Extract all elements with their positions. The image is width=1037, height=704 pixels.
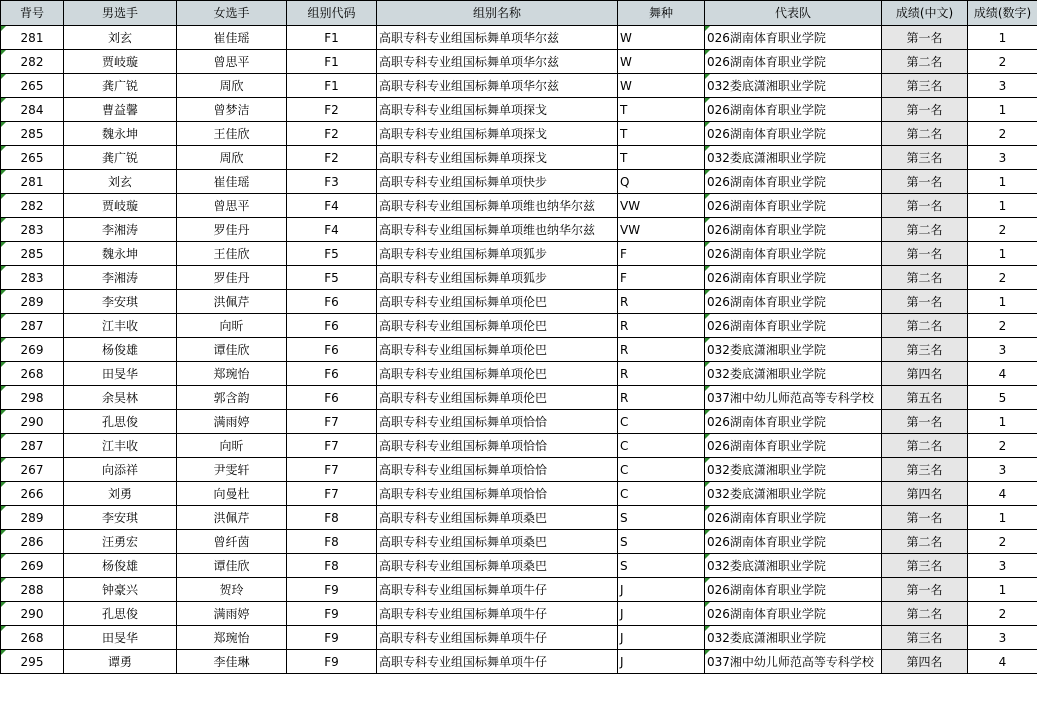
table-row [1, 650, 1037, 674]
cell-rank-num[interactable]: 4 [968, 650, 1037, 674]
cell-male[interactable]: 魏永坤 [64, 122, 177, 146]
table-row [1, 554, 1037, 578]
cell-group-name[interactable]: 高职专科专业组国标舞单项维也纳华尔兹 [377, 194, 618, 218]
cell-rank-cn[interactable]: 第三名 [882, 554, 968, 578]
cell-group-name[interactable]: 高职专科专业组国标舞单项恰恰 [377, 410, 618, 434]
cell-rank-num[interactable]: 1 [968, 410, 1037, 434]
cell-female[interactable]: 向曼杜 [177, 482, 287, 506]
cell-rank-cn[interactable]: 第一名 [882, 578, 968, 602]
cell-bib[interactable]: 290 [1, 602, 64, 626]
header-team[interactable]: 代表队 [705, 1, 882, 26]
cell-dance[interactable]: S [618, 530, 705, 554]
cell-rank-cn[interactable]: 第二名 [882, 602, 968, 626]
cell-male[interactable]: 田旻华 [64, 362, 177, 386]
cell-rank-num[interactable]: 3 [968, 626, 1037, 650]
cell-male[interactable]: 刘玄 [64, 170, 177, 194]
cell-group-name[interactable]: 高职专科专业组国标舞单项伦巴 [377, 362, 618, 386]
cell-female[interactable]: 曾纤茵 [177, 530, 287, 554]
cell-group-code[interactable]: F8 [287, 554, 377, 578]
cell-rank-cn[interactable]: 第三名 [882, 338, 968, 362]
cell-bib[interactable]: 286 [1, 530, 64, 554]
table-body [1, 26, 1037, 674]
cell-male[interactable]: 田旻华 [64, 626, 177, 650]
cell-team[interactable]: 026湖南体育职业学院 [705, 506, 882, 530]
table-row [1, 50, 1037, 74]
cell-team[interactable]: 026湖南体育职业学院 [705, 602, 882, 626]
cell-group-code[interactable]: F9 [287, 626, 377, 650]
cell-female[interactable]: 王佳欣 [177, 242, 287, 266]
cell-rank-cn[interactable]: 第二名 [882, 50, 968, 74]
cell-group-name[interactable]: 高职专科专业组国标舞单项伦巴 [377, 290, 618, 314]
cell-dance[interactable]: R [618, 338, 705, 362]
cell-male[interactable]: 向添祥 [64, 458, 177, 482]
cell-group-name[interactable]: 高职专科专业组国标舞单项伦巴 [377, 314, 618, 338]
table-row [1, 242, 1037, 266]
cell-dance[interactable]: J [618, 578, 705, 602]
cell-rank-cn[interactable]: 第四名 [882, 650, 968, 674]
cell-bib[interactable]: 285 [1, 242, 64, 266]
cell-group-name[interactable]: 高职专科专业组国标舞单项牛仔 [377, 626, 618, 650]
cell-group-name[interactable]: 高职专科专业组国标舞单项桑巴 [377, 506, 618, 530]
table-row [1, 506, 1037, 530]
header-male[interactable]: 男选手 [64, 1, 177, 26]
cell-bib[interactable]: 266 [1, 482, 64, 506]
cell-group-name[interactable]: 高职专科专业组国标舞单项狐步 [377, 242, 618, 266]
cell-group-name[interactable]: 高职专科专业组国标舞单项狐步 [377, 266, 618, 290]
cell-male[interactable]: 杨俊雄 [64, 554, 177, 578]
cell-bib[interactable]: 283 [1, 218, 64, 242]
cell-rank-cn[interactable]: 第二名 [882, 530, 968, 554]
cell-dance[interactable]: C [618, 458, 705, 482]
cell-dance[interactable]: J [618, 650, 705, 674]
cell-group-code[interactable]: F8 [287, 530, 377, 554]
header-rank-num[interactable]: 成绩(数字) [968, 1, 1037, 26]
cell-bib[interactable]: 289 [1, 506, 64, 530]
cell-female[interactable]: 洪佩芹 [177, 506, 287, 530]
cell-group-code[interactable]: F8 [287, 506, 377, 530]
cell-male[interactable]: 龚广锐 [64, 74, 177, 98]
cell-rank-cn[interactable]: 第三名 [882, 74, 968, 98]
cell-group-name[interactable]: 高职专科专业组国标舞单项华尔兹 [377, 74, 618, 98]
table-row [1, 386, 1037, 410]
cell-team[interactable]: 032娄底潇湘职业学院 [705, 482, 882, 506]
table-row [1, 530, 1037, 554]
cell-group-name[interactable]: 高职专科专业组国标舞单项牛仔 [377, 578, 618, 602]
cell-rank-num[interactable]: 2 [968, 314, 1037, 338]
cell-female[interactable]: 崔佳瑶 [177, 26, 287, 50]
cell-rank-num[interactable]: 1 [968, 242, 1037, 266]
table-row [1, 626, 1037, 650]
cell-group-code[interactable]: F5 [287, 266, 377, 290]
table-row [1, 122, 1037, 146]
cell-team[interactable]: 032娄底潇湘职业学院 [705, 338, 882, 362]
cell-group-name[interactable]: 高职专科专业组国标舞单项华尔兹 [377, 50, 618, 74]
cell-bib[interactable]: 298 [1, 386, 64, 410]
cell-group-code[interactable]: F1 [287, 26, 377, 50]
cell-group-name[interactable]: 高职专科专业组国标舞单项恰恰 [377, 458, 618, 482]
cell-dance[interactable]: W [618, 26, 705, 50]
cell-rank-cn[interactable]: 第四名 [882, 482, 968, 506]
cell-rank-num[interactable]: 1 [968, 578, 1037, 602]
cell-group-name[interactable]: 高职专科专业组国标舞单项牛仔 [377, 602, 618, 626]
cell-male[interactable]: 李湘涛 [64, 218, 177, 242]
cell-rank-cn[interactable]: 第二名 [882, 314, 968, 338]
cell-female[interactable]: 郑琬怡 [177, 626, 287, 650]
cell-team[interactable]: 026湖南体育职业学院 [705, 530, 882, 554]
cell-group-code[interactable]: F6 [287, 290, 377, 314]
cell-group-code[interactable]: F6 [287, 386, 377, 410]
cell-male[interactable]: 刘玄 [64, 26, 177, 50]
cell-bib[interactable]: 281 [1, 170, 64, 194]
header-group-code[interactable]: 组别代码 [287, 1, 377, 26]
cell-group-code[interactable]: F2 [287, 98, 377, 122]
cell-male[interactable]: 李安琪 [64, 290, 177, 314]
cell-team[interactable]: 026湖南体育职业学院 [705, 218, 882, 242]
cell-group-name[interactable]: 高职专科专业组国标舞单项快步 [377, 170, 618, 194]
table-row [1, 458, 1037, 482]
cell-rank-num[interactable]: 3 [968, 74, 1037, 98]
cell-team[interactable]: 032娄底潇湘职业学院 [705, 554, 882, 578]
cell-dance[interactable]: J [618, 602, 705, 626]
cell-rank-cn[interactable]: 第三名 [882, 458, 968, 482]
cell-dance[interactable]: J [618, 626, 705, 650]
cell-rank-cn[interactable]: 第三名 [882, 146, 968, 170]
cell-rank-cn[interactable]: 第二名 [882, 434, 968, 458]
cell-team[interactable]: 032娄底潇湘职业学院 [705, 74, 882, 98]
cell-female[interactable]: 曾思平 [177, 50, 287, 74]
cell-female[interactable]: 郑琬怡 [177, 362, 287, 386]
table-row [1, 98, 1037, 122]
cell-group-name[interactable]: 高职专科专业组国标舞单项华尔兹 [377, 26, 618, 50]
cell-male[interactable]: 刘勇 [64, 482, 177, 506]
cell-male[interactable]: 贾岐璇 [64, 50, 177, 74]
cell-male[interactable]: 钟豪兴 [64, 578, 177, 602]
header-group-name[interactable]: 组别名称 [377, 1, 618, 26]
cell-team[interactable]: 026湖南体育职业学院 [705, 242, 882, 266]
cell-dance[interactable]: R [618, 362, 705, 386]
cell-female[interactable]: 王佳欣 [177, 122, 287, 146]
table-row [1, 74, 1037, 98]
cell-male[interactable]: 孔思俊 [64, 410, 177, 434]
cell-team[interactable]: 026湖南体育职业学院 [705, 26, 882, 50]
cell-male[interactable]: 魏永坤 [64, 242, 177, 266]
cell-bib[interactable]: 265 [1, 146, 64, 170]
table-row [1, 218, 1037, 242]
cell-rank-cn[interactable]: 第一名 [882, 506, 968, 530]
cell-dance[interactable]: S [618, 554, 705, 578]
cell-bib[interactable]: 281 [1, 26, 64, 50]
cell-team[interactable]: 026湖南体育职业学院 [705, 314, 882, 338]
table-row [1, 578, 1037, 602]
cell-group-code[interactable]: F9 [287, 650, 377, 674]
cell-male[interactable]: 李湘涛 [64, 266, 177, 290]
cell-group-code[interactable]: F7 [287, 434, 377, 458]
cell-rank-cn[interactable]: 第四名 [882, 362, 968, 386]
cell-bib[interactable]: 282 [1, 50, 64, 74]
table-row [1, 434, 1037, 458]
cell-female[interactable]: 李佳琳 [177, 650, 287, 674]
header-row [1, 1, 1037, 26]
table-row [1, 194, 1037, 218]
cell-male[interactable]: 龚广锐 [64, 146, 177, 170]
cell-rank-num[interactable]: 4 [968, 482, 1037, 506]
cell-rank-cn[interactable]: 第一名 [882, 194, 968, 218]
header-bib[interactable]: 背号 [1, 1, 64, 26]
cell-group-name[interactable]: 高职专科专业组国标舞单项探戈 [377, 122, 618, 146]
cell-rank-num[interactable]: 3 [968, 458, 1037, 482]
cell-rank-num[interactable]: 1 [968, 26, 1037, 50]
cell-bib[interactable]: 267 [1, 458, 64, 482]
cell-team[interactable]: 037湘中幼儿师范高等专科学校 [705, 650, 882, 674]
cell-rank-num[interactable]: 2 [968, 50, 1037, 74]
cell-dance[interactable]: C [618, 482, 705, 506]
cell-dance[interactable]: C [618, 434, 705, 458]
cell-group-code[interactable]: F2 [287, 146, 377, 170]
cell-bib[interactable]: 268 [1, 626, 64, 650]
cell-dance[interactable]: VW [618, 194, 705, 218]
cell-group-code[interactable]: F1 [287, 50, 377, 74]
cell-rank-cn[interactable]: 第二名 [882, 122, 968, 146]
cell-group-name[interactable]: 高职专科专业组国标舞单项维也纳华尔兹 [377, 218, 618, 242]
cell-team[interactable]: 026湖南体育职业学院 [705, 410, 882, 434]
cell-male[interactable]: 江丰收 [64, 434, 177, 458]
cell-rank-cn[interactable]: 第五名 [882, 386, 968, 410]
cell-female[interactable]: 谭佳欣 [177, 338, 287, 362]
cell-dance[interactable]: W [618, 50, 705, 74]
cell-team[interactable]: 026湖南体育职业学院 [705, 50, 882, 74]
cell-male[interactable]: 汪勇宏 [64, 530, 177, 554]
cell-rank-num[interactable]: 2 [968, 122, 1037, 146]
cell-rank-num[interactable]: 4 [968, 362, 1037, 386]
cell-male[interactable]: 江丰收 [64, 314, 177, 338]
cell-dance[interactable]: F [618, 242, 705, 266]
cell-group-code[interactable]: F7 [287, 482, 377, 506]
table-row [1, 362, 1037, 386]
cell-dance[interactable]: F [618, 266, 705, 290]
cell-dance[interactable]: R [618, 386, 705, 410]
cell-rank-cn[interactable]: 第三名 [882, 626, 968, 650]
cell-group-code[interactable]: F4 [287, 194, 377, 218]
cell-female[interactable]: 洪佩芹 [177, 290, 287, 314]
cell-team[interactable]: 026湖南体育职业学院 [705, 194, 882, 218]
cell-team[interactable]: 026湖南体育职业学院 [705, 170, 882, 194]
cell-team[interactable]: 037湘中幼儿师范高等专科学校 [705, 386, 882, 410]
cell-rank-cn[interactable]: 第一名 [882, 98, 968, 122]
cell-group-code[interactable]: F7 [287, 458, 377, 482]
cell-bib[interactable]: 285 [1, 122, 64, 146]
table-row [1, 338, 1037, 362]
cell-bib[interactable]: 284 [1, 98, 64, 122]
cell-dance[interactable]: W [618, 74, 705, 98]
cell-group-name[interactable]: 高职专科专业组国标舞单项伦巴 [377, 338, 618, 362]
cell-rank-cn[interactable]: 第一名 [882, 410, 968, 434]
cell-dance[interactable]: T [618, 122, 705, 146]
cell-bib[interactable]: 289 [1, 290, 64, 314]
cell-group-code[interactable]: F3 [287, 170, 377, 194]
table-row [1, 290, 1037, 314]
cell-dance[interactable]: R [618, 314, 705, 338]
cell-team[interactable]: 032娄底潇湘职业学院 [705, 146, 882, 170]
cell-rank-num[interactable]: 1 [968, 506, 1037, 530]
cell-group-code[interactable]: F9 [287, 602, 377, 626]
header-female[interactable]: 女选手 [177, 1, 287, 26]
cell-rank-cn[interactable]: 第二名 [882, 218, 968, 242]
cell-male[interactable]: 谭勇 [64, 650, 177, 674]
cell-group-code[interactable]: F6 [287, 338, 377, 362]
cell-rank-num[interactable]: 1 [968, 170, 1037, 194]
cell-group-code[interactable]: F4 [287, 218, 377, 242]
cell-group-name[interactable]: 高职专科专业组国标舞单项伦巴 [377, 386, 618, 410]
cell-female[interactable]: 周欣 [177, 146, 287, 170]
cell-male[interactable]: 孔思俊 [64, 602, 177, 626]
cell-bib[interactable]: 288 [1, 578, 64, 602]
cell-team[interactable]: 026湖南体育职业学院 [705, 98, 882, 122]
cell-group-code[interactable]: F1 [287, 74, 377, 98]
cell-group-name[interactable]: 高职专科专业组国标舞单项探戈 [377, 146, 618, 170]
cell-rank-num[interactable]: 3 [968, 146, 1037, 170]
cell-group-code[interactable]: F7 [287, 410, 377, 434]
cell-rank-cn[interactable]: 第一名 [882, 242, 968, 266]
cell-female[interactable]: 曾梦洁 [177, 98, 287, 122]
cell-rank-cn[interactable]: 第一名 [882, 26, 968, 50]
cell-bib[interactable]: 269 [1, 554, 64, 578]
cell-team[interactable]: 032娄底潇湘职业学院 [705, 458, 882, 482]
cell-rank-num[interactable]: 3 [968, 338, 1037, 362]
cell-group-code[interactable]: F9 [287, 578, 377, 602]
cell-dance[interactable]: R [618, 290, 705, 314]
table-row [1, 170, 1037, 194]
cell-female[interactable]: 崔佳瑶 [177, 170, 287, 194]
table-row [1, 26, 1037, 50]
cell-bib[interactable]: 265 [1, 74, 64, 98]
table-row [1, 482, 1037, 506]
cell-female[interactable]: 曾思平 [177, 194, 287, 218]
cell-rank-num[interactable]: 2 [968, 530, 1037, 554]
cell-team[interactable]: 026湖南体育职业学院 [705, 434, 882, 458]
cell-group-name[interactable]: 高职专科专业组国标舞单项恰恰 [377, 434, 618, 458]
table-row [1, 602, 1037, 626]
cell-rank-num[interactable]: 2 [968, 602, 1037, 626]
cell-bib[interactable]: 282 [1, 194, 64, 218]
cell-team[interactable]: 032娄底潇湘职业学院 [705, 362, 882, 386]
cell-bib[interactable]: 283 [1, 266, 64, 290]
cell-dance[interactable]: Q [618, 170, 705, 194]
cell-bib[interactable]: 287 [1, 314, 64, 338]
table-row [1, 146, 1037, 170]
cell-group-code[interactable]: F6 [287, 314, 377, 338]
cell-rank-num[interactable]: 2 [968, 266, 1037, 290]
cell-rank-num[interactable]: 2 [968, 218, 1037, 242]
cell-rank-num[interactable]: 5 [968, 386, 1037, 410]
table-row [1, 266, 1037, 290]
cell-bib[interactable]: 290 [1, 410, 64, 434]
cell-female[interactable]: 周欣 [177, 74, 287, 98]
header-dance[interactable]: 舞种 [618, 1, 705, 26]
cell-rank-num[interactable]: 2 [968, 434, 1037, 458]
cell-group-name[interactable]: 高职专科专业组国标舞单项桑巴 [377, 554, 618, 578]
cell-female[interactable]: 罗佳丹 [177, 218, 287, 242]
cell-female[interactable]: 向昕 [177, 314, 287, 338]
cell-dance[interactable]: S [618, 506, 705, 530]
cell-bib[interactable]: 268 [1, 362, 64, 386]
cell-bib[interactable]: 269 [1, 338, 64, 362]
cell-bib[interactable]: 287 [1, 434, 64, 458]
cell-bib[interactable]: 295 [1, 650, 64, 674]
cell-rank-num[interactable]: 1 [968, 98, 1037, 122]
table-row [1, 410, 1037, 434]
cell-female[interactable]: 尹雯轩 [177, 458, 287, 482]
header-rank-cn[interactable]: 成绩(中文) [882, 1, 968, 26]
cell-female[interactable]: 谭佳欣 [177, 554, 287, 578]
cell-rank-cn[interactable]: 第一名 [882, 170, 968, 194]
cell-team[interactable]: 026湖南体育职业学院 [705, 290, 882, 314]
cell-group-name[interactable]: 高职专科专业组国标舞单项恰恰 [377, 482, 618, 506]
cell-team[interactable]: 026湖南体育职业学院 [705, 578, 882, 602]
cell-rank-cn[interactable]: 第一名 [882, 290, 968, 314]
cell-female[interactable]: 贺玲 [177, 578, 287, 602]
cell-rank-num[interactable]: 1 [968, 194, 1037, 218]
cell-male[interactable]: 曹益馨 [64, 98, 177, 122]
cell-female[interactable]: 罗佳丹 [177, 266, 287, 290]
table-row [1, 314, 1037, 338]
cell-male[interactable]: 余昊林 [64, 386, 177, 410]
cell-group-name[interactable]: 高职专科专业组国标舞单项探戈 [377, 98, 618, 122]
cell-male[interactable]: 李安琪 [64, 506, 177, 530]
cell-group-code[interactable]: F5 [287, 242, 377, 266]
cell-team[interactable]: 032娄底潇湘职业学院 [705, 626, 882, 650]
cell-female[interactable]: 满雨婷 [177, 410, 287, 434]
cell-dance[interactable]: T [618, 146, 705, 170]
cell-group-name[interactable]: 高职专科专业组国标舞单项牛仔 [377, 650, 618, 674]
cell-team[interactable]: 026湖南体育职业学院 [705, 122, 882, 146]
cell-male[interactable]: 杨俊雄 [64, 338, 177, 362]
cell-dance[interactable]: T [618, 98, 705, 122]
cell-female[interactable]: 向昕 [177, 434, 287, 458]
cell-team[interactable]: 026湖南体育职业学院 [705, 266, 882, 290]
cell-group-name[interactable]: 高职专科专业组国标舞单项桑巴 [377, 530, 618, 554]
cell-group-code[interactable]: F2 [287, 122, 377, 146]
cell-dance[interactable]: C [618, 410, 705, 434]
cell-rank-num[interactable]: 1 [968, 290, 1037, 314]
cell-rank-num[interactable]: 3 [968, 554, 1037, 578]
cell-male[interactable]: 贾岐璇 [64, 194, 177, 218]
cell-female[interactable]: 满雨婷 [177, 602, 287, 626]
cell-dance[interactable]: VW [618, 218, 705, 242]
cell-rank-cn[interactable]: 第二名 [882, 266, 968, 290]
cell-group-code[interactable]: F6 [287, 362, 377, 386]
cell-female[interactable]: 郭含韵 [177, 386, 287, 410]
